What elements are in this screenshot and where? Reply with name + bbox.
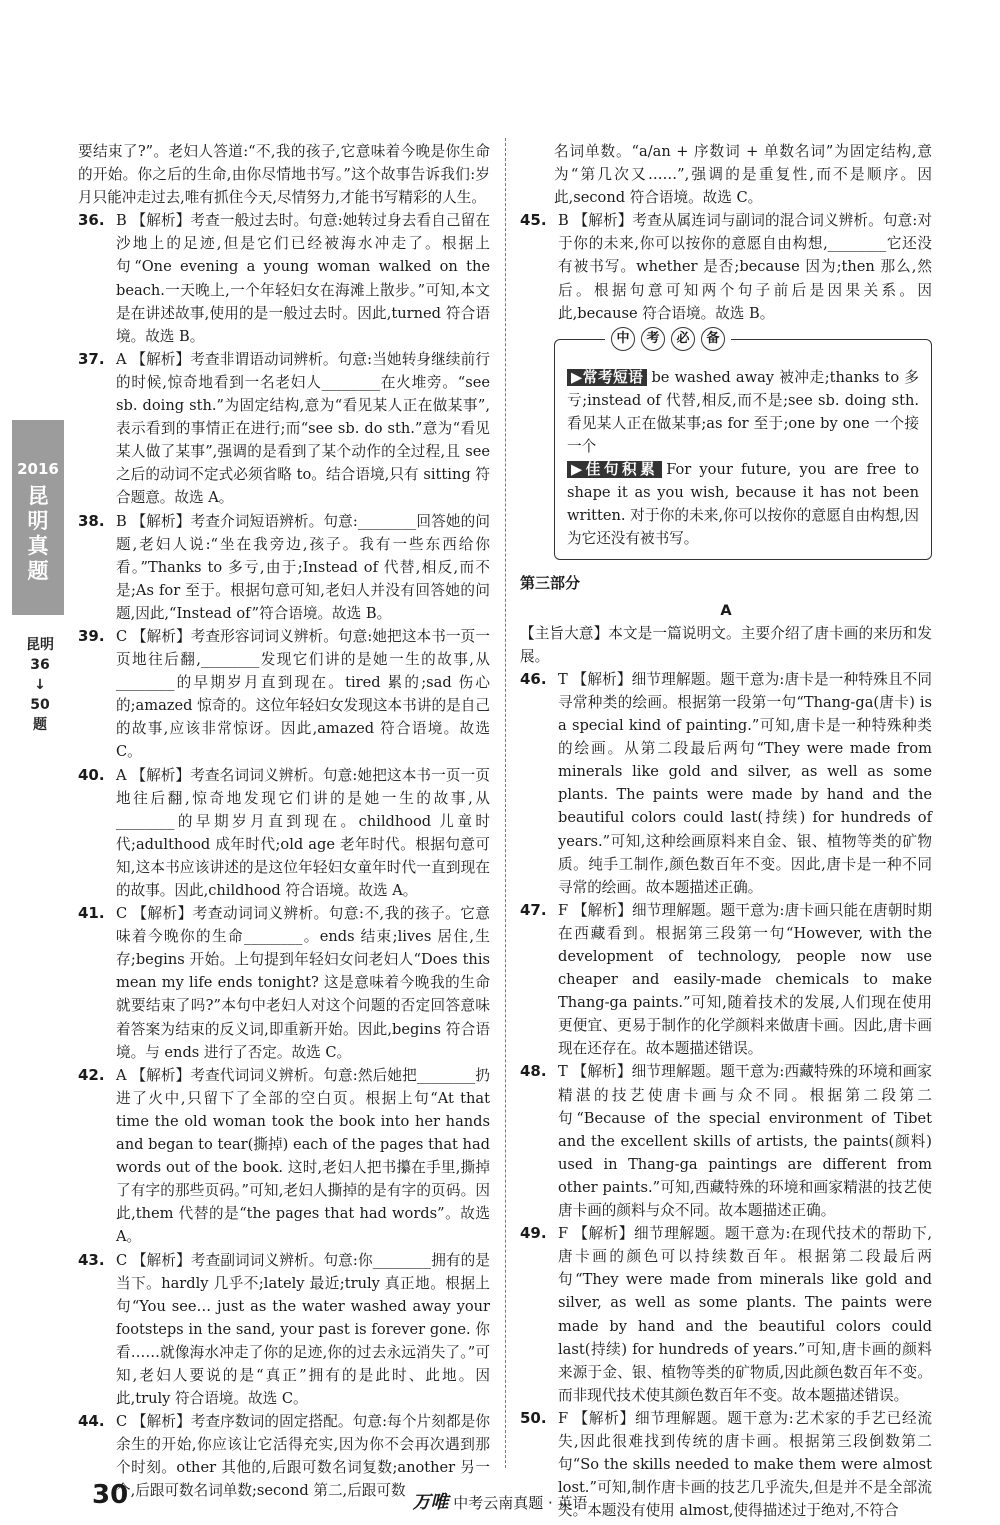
item-text: F 【解析】细节理解题。题干意为:唐卡画只能在唐朝时期在西藏看到。根据第三段第一句“However, with the development of technology, people now use cheaper and easily-made chemicals to make Thang-ga paints.”可知,随着技术的发展,人们现在使用更便宜、更易于制作的化学颜料来做唐卡画。因此,唐卡画现在还存在。故本题描述错误。 <box>558 901 932 1058</box>
answer-item <box>78 1249 490 1411</box>
item-number: 37. <box>78 349 105 368</box>
item-text: F 【解析】细节理解题。题干意为:艺术家的手艺已经流失,因此很难找到传统的唐卡画。根据第三段倒数第二句“So the skills needed to make them were almost lost.”可知,制作唐卡画的技艺几乎流失,但是并不是全部流失。本题没有使用 almost,使得描述过于绝对,不符合 <box>558 1409 932 1520</box>
item-text: F 【解析】细节理解题。题干意为:在现代技术的帮助下,唐卡画的颜色可以持续数百年。根据第二段最后两句“They were made from minerals like gold and silver, as well as some plants. The paints were made by hand and the beautiful colors could last(持续) for hundreds of years.”可知,唐卡画的颜料来源于金、银、植物等类的矿物质,因此颜色数百年不变。而非现代技术使其颜色数百年不变。故本题描述错误。 <box>558 1225 932 1404</box>
column-divider <box>505 138 506 1468</box>
phrase-text: be washed away 被冲走;thanks to 多亏;instead of 代替,相反,而不是;see sb. doing sth. 看见某人正在做某事;as for 至于;one by one 一个接一个 <box>567 368 919 456</box>
side-tab-char: 真 <box>27 534 49 558</box>
item-number: 40. <box>78 765 105 784</box>
answer-item <box>78 625 490 764</box>
answer-item <box>520 668 932 899</box>
side-tab-char: 题 <box>27 559 49 583</box>
brand-logo: 万唯 <box>412 1492 449 1513</box>
item-text: T 【解析】细节理解题。题干意为:西藏特殊的环境和画家精湛的技艺使唐卡画与众不同。根据第二段第二句“Because of the special environment of Tibet and the excellent skills of artists, the paints(颜料) used in Thang-ga paintings are different from other paints.”可知,西藏特殊的环境和画家精湛的技艺使唐卡画的颜料与众不同。故本题描述正确。 <box>558 1063 932 1220</box>
item-number: 47. <box>520 900 547 919</box>
caption-char: 中 <box>611 327 635 351</box>
item-number: 43. <box>78 1250 105 1269</box>
side-tab-year: 2016 <box>17 460 59 478</box>
phrase-tag: ▶常考短语 <box>567 369 647 386</box>
item-text: B 【解析】考查一般过去时。句意:她转过身去看自己留在沙地上的足迹,但是它们已经被海水冲走了。根据上句“One evening a young woman walked on the beach.一天晚上,一个年轻妇女在海滩上散步。”可知,本文是在讲述故事,使用的是一般过去时。因此,turned 符合语境。故选 B。 <box>116 212 490 345</box>
answer-item <box>78 764 490 903</box>
item-text: A 【解析】考查名词词义辨析。句意:她把这本书一页一页地往后翻,惊奇地发现它们讲的是她一生的故事,从________的早期岁月直到现在。childhood 儿童时代;adulthood 成年时代;old age 老年时代。根据句意可知,这本书应该讲述的是这位年轻妇女童年时代一直到现在的故事。因此,childhood 符合语境。故选 A。 <box>116 766 490 899</box>
item-text: A 【解析】考查代词词义辨析。句意:然后她把________扔进了火中,只留下了全部的空白页。根据上句“At that time the old woman took the book into her hands and began to tear(撕掉) each of the pages that had words out of the book. 这时,老妇人把书攥在手里,撕掉了有字的那些页码。”可知,老妇人撕掉的是有字的页码。因此,them 代替的是“the pages that had words”。故选 A。 <box>116 1066 490 1246</box>
exam-essentials-box <box>554 330 932 560</box>
caption-char: 备 <box>701 327 725 351</box>
item-text: C 【解析】考查副词词义辨析。句意:你________拥有的是当下。hardly 几乎不;lately 最近;truly 真正地。根据上句“You see… just as the water washed away your footsteps in the sand, your past is forever gone. 你看……就像海水冲走了你的足迹,你的过去永远消失了。”可知,老妇人要说的是“真正”拥有的是此时、此地。因此,truly 符合语境。故选 C。 <box>116 1251 490 1408</box>
caption-char: 考 <box>641 327 665 351</box>
sentence-tag: ▶佳句积累 <box>567 461 662 478</box>
range-start: 36 <box>30 657 50 673</box>
answer-item <box>78 348 490 510</box>
item-number: 39. <box>78 626 105 645</box>
left-column <box>78 140 490 1503</box>
item-text: B 【解析】考查介词短语辨析。句意:________回答她的问题,老妇人说:“坐在我旁边,孩子。我有一些东西给你看。”Thanks to 多亏,由于;Instead of 代替,相反,而不是;As for 至于。根据句意可知,老妇人并没有回答她的问题,因此,“Instead of”符合语境。故选 B。 <box>116 512 490 622</box>
caption-char: 必 <box>671 327 695 351</box>
sentence-section <box>567 458 919 550</box>
item-number: 44. <box>78 1412 105 1431</box>
side-tab-label <box>12 484 64 584</box>
item-number: 46. <box>520 669 547 688</box>
item-number: 45. <box>520 211 547 230</box>
range-city: 昆明 <box>26 637 54 653</box>
answer-item <box>520 209 932 324</box>
right-intro-paragraph: 名词单数。“a/an + 序数词 + 单数名词”为固定结构,意为“第几次又……”,强调的是重复性,而不是顺序。因此,second 符合语境。故选 C。 <box>554 143 932 207</box>
range-end: 50 <box>30 697 50 713</box>
item-text: B 【解析】考查从属连词与副词的混合词义辨析。句意:对于你的未来,你可以按你的意愿自由构想,________它还没有被书写。whether 是否;because 因为;then 那么,然后。根据句意可知两个句子前后是因果关系。因此,because 符合语境。故选 B。 <box>558 212 932 322</box>
question-range <box>20 635 60 735</box>
item-number: 36. <box>78 211 105 230</box>
item-text: C 【解析】考查序数词的固定搭配。句意:每个片刻都是你余生的开始,你应该让它活得充实,因为你不会再次遇到那个时刻。other 其他的,后跟可数名词复数;another 另一个,后跟可数名词单数;second 第二,后跟可数 <box>116 1413 490 1500</box>
item-text: T 【解析】细节理解题。题干意为:唐卡是一种特殊且不同寻常种类的绘画。根据第一段第一句“Thang-ga(唐卡) is a special kind of painting.”可知,唐卡是一种特殊种类的绘画。从第二段最后两句“They were made from minerals like gold and silver, as well as some plants. The paints were made by hand and the beautiful colors could last(持续) for hundreds of years.”可知,这种绘画原料来自金、银、植物等类的矿物质。纯手工制作,颜色数百年不变。因此,唐卡是一种不同寻常的绘画。故本题描述正确。 <box>558 670 932 896</box>
answer-item <box>78 1064 490 1249</box>
answer-item <box>78 510 490 625</box>
footer-title: 中考云南真题 · 英语 <box>453 1494 588 1512</box>
item-number: 42. <box>78 1065 105 1084</box>
item-text: C 【解析】考查动词词义辨析。句意:不,我的孩子。它意味着今晚你的生命________。ends 结束;lives 居住,生存;begins 开始。上句提到年轻妇女问老妇人“Does this mean my life ends tonight? 这是意味着今晚我的生命就要结束了吗?”本句中老妇人对这个问题的否定回答意味着答案为结束的反义词,即重新开始。因此,begins 符合语境。与 ends 进行了否定。故选 C。 <box>116 905 490 1061</box>
part-title: 第三部分 <box>520 573 581 592</box>
answer-item <box>78 902 490 1064</box>
item-text: C 【解析】考查形容词词义辨析。句意:她把这本书一页一页地往后翻,________发现它们讲的是她一生的故事,从________的早期岁月直到现在。tired 累的;sad 伤心的;amazed 惊奇的。这位年轻妇女发现这本书讲的是自己的故事,应该非常惊讶。因此,amazed 符合语境。故选 C。 <box>116 627 490 761</box>
answer-item <box>520 1060 932 1222</box>
year-side-tab <box>12 420 64 615</box>
page-number: 30 <box>92 1480 129 1510</box>
phrase-section <box>567 366 919 458</box>
sentence-text: For your future, you are free to shape it as you wish, because it has not been written. 对于你的未来,你可以按你的意愿自由构想,因为它还没有被书写。 <box>567 461 919 548</box>
item-number: 41. <box>78 904 105 923</box>
right-column <box>520 140 932 1522</box>
item-number: 48. <box>520 1062 547 1081</box>
range-arrow: ↓ <box>34 677 46 693</box>
left-intro-paragraph: 要结束了?”。老妇人答道:“不,我的孩子,它意味着今晚是你生命的开始。你之后的生命,由你尽情地书写。”这个故事告诉我们:岁月只能冲走过去,唯有抓住今天,尽情努力,才能书写精彩的人生。 <box>78 143 490 207</box>
main-idea: 【主旨大意】本文是一篇说明文。主要介绍了唐卡画的来历和发展。 <box>520 624 932 665</box>
page-footer <box>0 1488 1000 1514</box>
side-tab-char: 昆 <box>27 484 49 508</box>
range-suffix: 题 <box>33 717 47 733</box>
answer-item <box>520 1222 932 1407</box>
box-caption <box>605 327 731 351</box>
item-text: A 【解析】考查非谓语动词辨析。句意:当她转身继续前行的时候,惊奇地看到一名老妇人________在火堆旁。“see sb. doing sth.”为固定结构,意为“看见某人正在做某事”,表示看到的事情正在进行;而“see sb. do sth.”意为“看见某人做了某事”,强调的是看到了某个动作的全过程,且 see 之后的动词不定式必须省略 to。结合语境,只有 sitting 符合题意。故选 A。 <box>116 350 490 507</box>
item-number: 50. <box>520 1408 547 1427</box>
passage-label: A <box>720 601 732 619</box>
answer-item <box>78 209 490 348</box>
answer-item <box>520 899 932 1061</box>
item-number: 49. <box>520 1224 547 1243</box>
side-tab-char: 明 <box>27 509 49 533</box>
item-number: 38. <box>78 511 105 530</box>
